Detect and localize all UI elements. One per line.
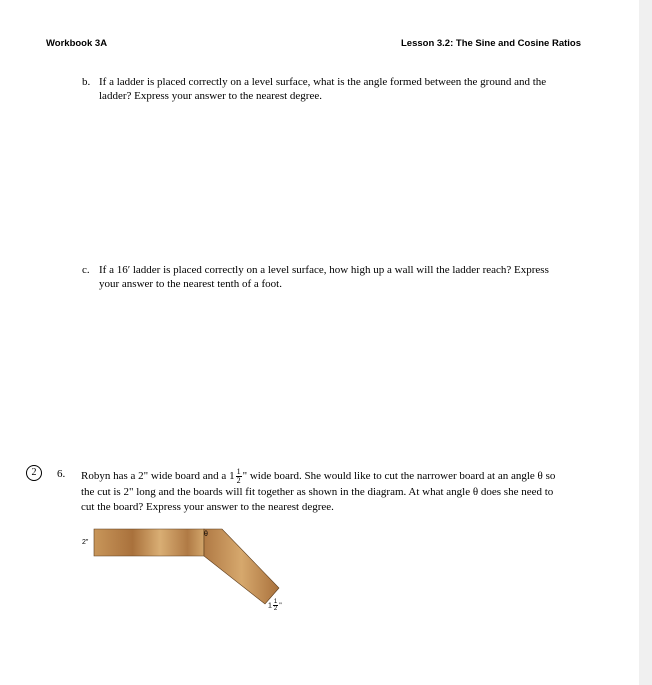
narrow-board	[204, 529, 279, 604]
one-half-fraction	[236, 468, 242, 485]
wide-board	[94, 529, 204, 556]
workbook-title: Workbook 3A	[46, 38, 108, 49]
lesson-title: Lesson 3.2: The Sine and Cosine Ratios	[400, 38, 581, 49]
label-narrow-num: 1	[273, 599, 278, 605]
question-6-text-a: Robyn has a 2" wide board and a 1	[81, 470, 235, 483]
question-c-label: c.	[82, 264, 90, 276]
label-narrow-fraction	[273, 599, 278, 612]
boards-diagram	[80, 525, 310, 630]
question-b-text: If a ladder is placed correctly on a level surface, what is the angle formed between the ground and the ladder? Express your answer to the nearest degree.	[99, 76, 547, 102]
question-c	[82, 263, 557, 291]
label-2-inch: 2"	[82, 539, 89, 546]
question-b	[82, 75, 557, 103]
question-6-text-b: " wide board. She would like to cut the narrower board at an angle θ so the cut is 2" long and the boards will fit together as shown in the diagram. At what angle θ does she need to cut the board? Express your answer to the nearest degree.	[81, 470, 556, 513]
question-c-text: If a 16′ ladder is placed correctly on a level surface, how high up a wall will the ladder reach? Express your answer to the nearest tenth of a foot.	[99, 264, 549, 290]
question-b-label: b.	[82, 76, 91, 88]
label-narrow-unit: "	[279, 602, 282, 610]
label-narrow-den: 2	[273, 606, 278, 612]
label-narrow-width	[268, 599, 282, 612]
fraction-denominator: 2	[236, 476, 241, 485]
label-narrow-whole: 1	[268, 602, 272, 610]
label-theta: θ	[204, 531, 208, 538]
circled-number-marker: 2	[26, 465, 42, 481]
question-6-number: 6.	[57, 468, 66, 480]
question-6-text	[81, 468, 561, 515]
fraction-numerator: 1	[236, 467, 241, 476]
scrollbar[interactable]	[639, 0, 652, 685]
